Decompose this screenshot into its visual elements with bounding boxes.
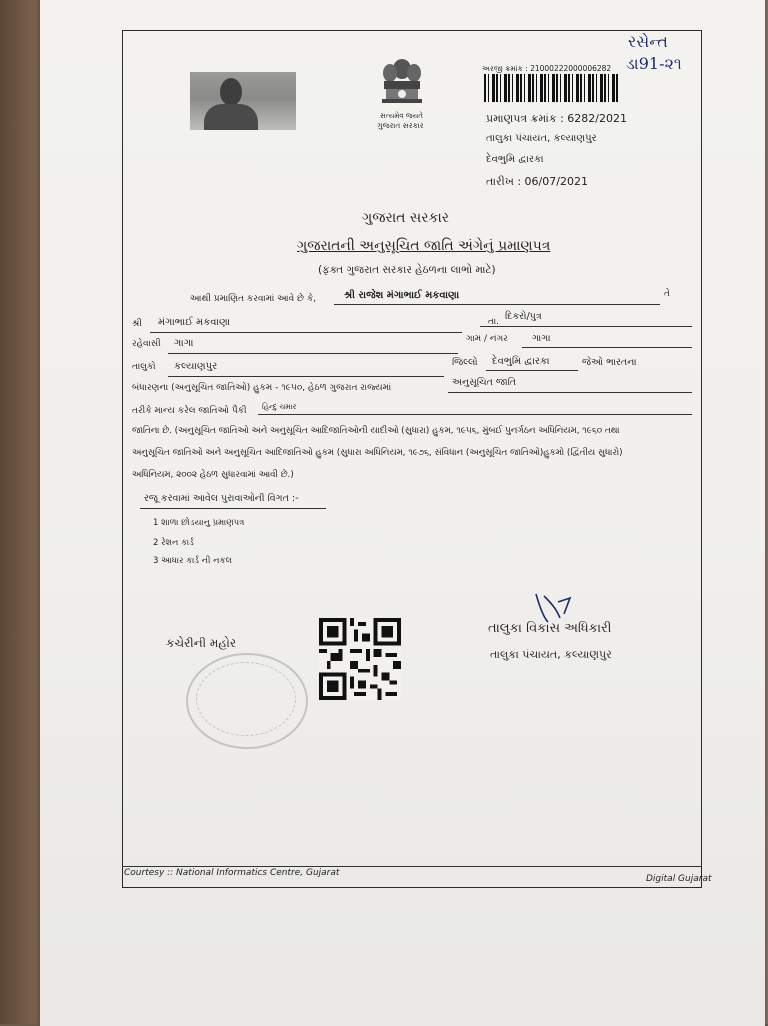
village-label: ગામ / નગર [466,334,508,344]
office-seal-label: કચેરીની મહોર [166,636,237,650]
recognized-label: તરીકે માન્ય કરેલ જાતિઓ પૈકી [132,406,247,416]
shri-label: શ્રી [132,319,142,329]
officer-office: તાલુકા પંચાયત, કલ્યાણપુર [490,648,612,661]
district-label: જિલ્લો [452,357,478,368]
emblem-caption: ગુજરાત સરકાર [377,121,424,130]
certificate-number: પ્રમાણપત્ર ક્રમાંક : 6282/2021 [486,112,627,125]
certificate-title: ગુજરાતની અનુસૂચિત જાતિ અંગેનું પ્રમાણપત્ર [297,238,551,254]
caste-value: હિન્દુ ચમાર [262,402,297,411]
constitution-text: બંધારણના (અનુસૂચિત જાતિઓ) હુકમ - ૧૯૫૦, હેઠળ ગુજરાત રાજ્યમાં [132,383,392,393]
issue-date: તારીખ : 06/07/2021 [486,175,588,188]
document-item: 3 આધાર કાર્ડ ની નકલ [153,556,232,566]
office-seal-inner-ring [196,662,296,736]
emblem-icon [374,55,430,113]
district-line [486,370,578,371]
category-value: અનુસૂચિત જાતિ [452,377,517,388]
village-line [522,347,692,348]
barcode-label: અરજી ક્રમાંક : 21000222000006282 [482,64,612,73]
issuing-office: તાલુકા પંચાયત, કલ્યાણપુર [486,133,597,144]
barcode [484,74,620,102]
taluka-value: કલ્યાણપુર [174,361,218,372]
officer-title: તાલુકા વિકાસ અધિકારી [488,621,612,636]
taluka-line [168,376,444,377]
applicant-name-line [334,304,660,305]
te-label: તે [664,289,670,299]
documents-heading-underline [140,508,326,509]
document-item: 2 રેશન કાર્ડ [153,538,194,548]
residence-label: રહેવાસી [132,339,161,349]
applicant-photo [190,72,296,130]
footer-separator [122,866,702,867]
legal-paragraph-line-2: અનુસૂચિત જાતિઓ અને અનુસૂચિત આદિજાતિઓ હુકમ (સુધારા અધિનિયમ, ૧૯૭૬, સંવિધાન (અનુસૂચિત જાતિઓ)હુકમો (દ્વિતીય સુધારો) [132,448,623,458]
legal-paragraph-line-1: જાતિના છે. (અનુસૂચિત જાતિઓ અને અનુસૂચિત આદિજાતિઓની યાદીઓ (સુધારા) હુકમ, ૧૯૫૬, મુંબઈ પુનર્ગઠન અધિનિયમ, ૧૯૬૦ તથા [132,426,620,436]
digital-gujarat-brand: Digital Gujarat [646,874,712,884]
handwritten-note-bottom: ડા91-૨૧ [626,54,682,73]
caste-line [258,414,692,415]
emblem-motto: સત્યમેવ જયતે [380,112,423,120]
applicant-name: શ્રી રાજેશ મંગાભાઈ મકવાણા [344,290,460,301]
ta-label: તા. [488,317,500,327]
government-title: ગુજરાત સરકાર [362,210,449,226]
courtesy-note: Courtesy :: National Informatics Centre, Gujarat [124,868,340,878]
relation-value: દિકરો/પુત્ર [505,311,542,322]
category-line [448,392,692,393]
certificate-subtitle: (ફક્ત ગુજરાત સરકાર હેઠળના લાભો માટે) [318,264,496,276]
certificate-border [122,30,702,888]
handwritten-note-top: રસેન્ત [628,32,668,51]
relation-line [480,326,692,327]
district-value: દેવભુમિ દ્વારકા [492,356,550,367]
certify-label: આથી પ્રમાણિત કરવામાં આવે છે કે, [190,294,317,304]
taluka-label: તાલુકો [132,362,156,372]
issuing-district: દેવભુમિ દ્વારકા [486,154,544,165]
legal-paragraph-line-3: અધિનિયમ, ૨૦૦૨ હેઠળ સુધારવામાં આવી છે.) [132,470,294,480]
residence-value: ગાગા [174,338,194,349]
qr-code [319,618,401,700]
document-item: 1 શાળા છોડયાનુ પ્રમાણપત્ર [153,518,245,528]
state-label: જેઓ ભારતના [582,357,637,368]
documents-heading: રજૂ કરવામાં આવેલ પુરાવાઓની વિગત :- [144,493,299,504]
residence-line [168,353,458,354]
father-name-line [150,332,462,333]
father-name: મંગાભાઈ મકવાણા [158,317,231,328]
village-value: ગાગા [532,333,551,344]
